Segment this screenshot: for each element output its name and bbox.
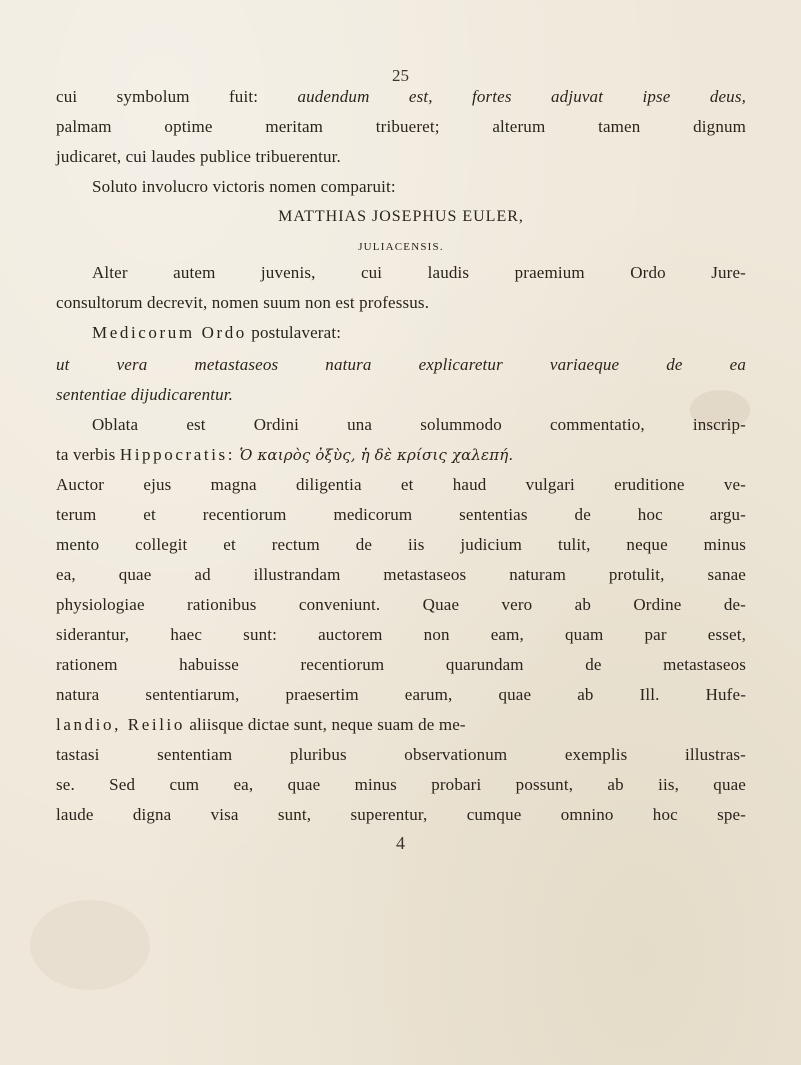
text-span: postulaverat: [246,323,342,342]
spaced-name: Hippocratis: [119,445,236,464]
text-line-9 [92,321,746,345]
text-line-8: consultorum decrevit, nomen suum non est professus. [56,293,430,312]
winner-name: MATTHIAS JOSEPHUS EULER, [278,208,524,225]
text-line-14: Auctor ejus magna diligentia et haud vulgari eruditione ve- [56,475,746,494]
text-line-13 [56,443,746,467]
spaced-heading: Medicorum Ordo [92,323,247,342]
text-line-23: tastasi sententiam pluribus observationum exemplis illustras- [56,745,746,764]
text-line-21: natura sententiarum, praesertim earum, quae ab Ill. Hufe- [56,685,746,704]
text-line-12: Oblata est Ordini una solummodo commentatio, inscrip- [92,415,746,434]
text-line-4: Soluto involucro victoris nomen comparuit: [92,177,396,196]
text-line-22 [56,713,746,737]
text-span: cui symbolum fuit: [56,87,298,106]
signature-mark: 4 [396,833,405,853]
spaced-names: landio, Reilio [56,715,185,734]
prize-question-line-1: ut vera metastaseos natura explicaretur variaeque de ea [56,355,746,374]
text-line-7: Alter autem juvenis, cui laudis praemium Ordo Jure- [92,263,746,282]
text-line-19: siderantur, haec sunt: auctorem non eam, quam par esset, [56,625,746,644]
text-line-25: laude digna visa sunt, superentur, cumque omnino hoc spe- [56,805,746,824]
winner-origin: JULIACENSIS. [358,241,444,253]
prize-question-line-2: sententiae dijudicarentur. [56,385,234,404]
text-span: ta verbis [56,445,120,464]
text-line-16: mento collegit et rectum de iis judicium tulit, neque minus [56,535,746,554]
text-line-18: physiologiae rationibus conveniunt. Quae vero ab Ordine de- [56,595,746,614]
page-number: 25 [392,66,409,85]
text-line-1 [56,85,746,109]
text-line-24: se. Sed cum ea, quae minus probari possunt, ab iis, quae [56,775,746,794]
text-line-20: rationem habuisse recentiorum quarundam de metastaseos [56,655,746,674]
paper-stain [30,900,150,990]
text-line-3: judicaret, cui laudes publice tribuerentur. [56,147,341,166]
greek-motto: Ὁ καιρὸς ὀξὺς, ἡ δὲ κρίσις χαλεπή. [239,446,514,464]
text-span: aliisque dictae sunt, neque suam de me- [184,715,466,734]
motto-italic: audendum est, fortes adjuvat ipse deus, [297,87,746,106]
text-line-17: ea, quae ad illustrandam metastaseos naturam protulit, sanae [56,565,746,584]
text-line-2: palmam optime meritam tribueret; alterum tamen dignum [56,117,746,136]
text-line-15: terum et recentiorum medicorum sententias de hoc argu- [56,505,746,524]
